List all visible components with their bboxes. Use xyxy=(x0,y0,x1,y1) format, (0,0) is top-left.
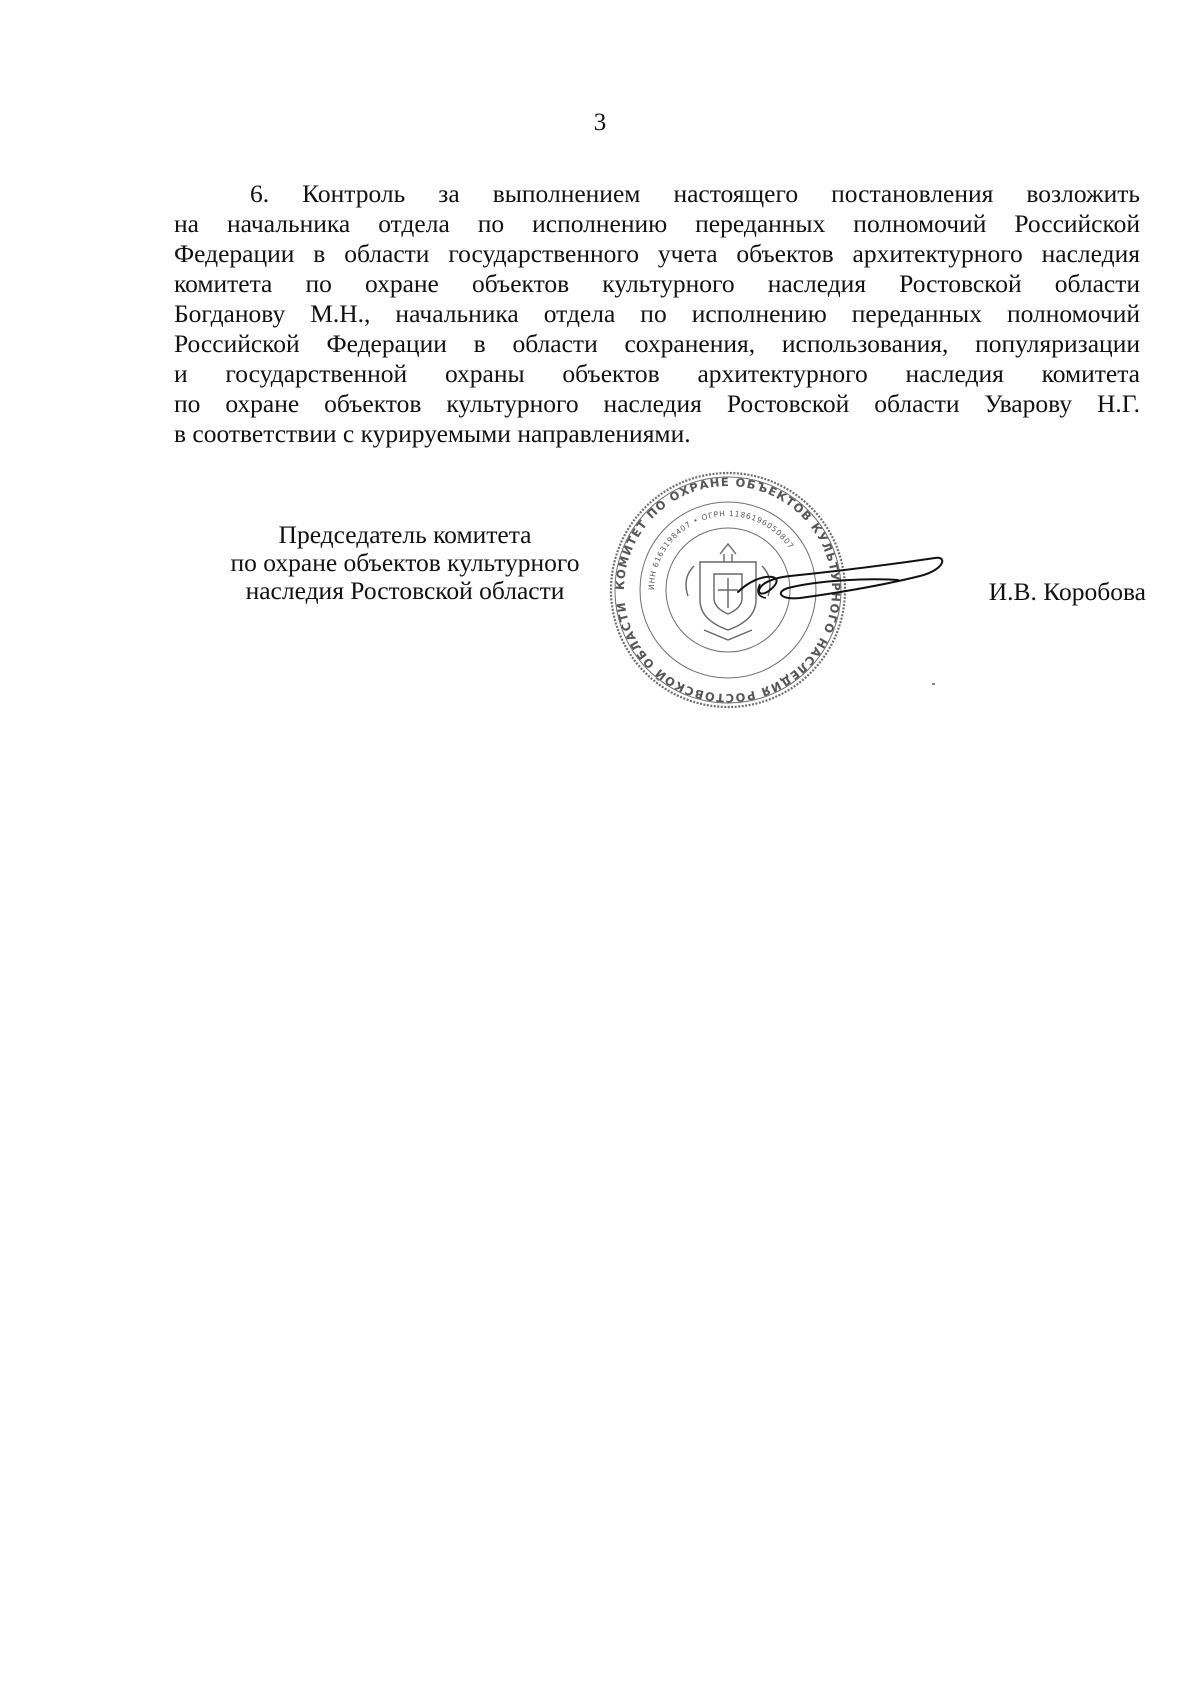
handwritten-signature xyxy=(730,540,950,620)
signatory-title-line: Председатель комитета xyxy=(278,520,532,549)
paragraph-line: в соответствии с курируемыми направлениями. xyxy=(174,419,691,448)
paragraph-line: на начальника отдела по исполнению переданных полномочий Российской xyxy=(174,209,1140,238)
signatory-title-line: наследия Ростовской области xyxy=(245,576,565,605)
page-number: 3 xyxy=(593,109,607,136)
scan-artifact xyxy=(932,683,935,685)
signatory-title-line: по охране объектов культурного xyxy=(230,548,580,577)
paragraph-line: комитета по охране объектов культурного наследия Ростовской области xyxy=(174,269,1140,298)
signatory-title xyxy=(190,521,620,605)
paragraph-line: 6. Контроль за выполнением настоящего постановления возложить xyxy=(250,179,1140,208)
seal-inner-text: ИНН 6163198407 • ОГРН 1186196050807 xyxy=(646,508,796,591)
body-paragraph-item-6 xyxy=(174,179,1140,449)
paragraph-line: Федерации в области государственного учета объектов архитектурного наследия xyxy=(174,239,1140,268)
paragraph-line: Российской Федерации в области сохранения, использования, популяризации xyxy=(174,329,1140,358)
paragraph-line: по охране объектов культурного наследия Ростовской области Уварову Н.Г. xyxy=(174,389,1140,418)
paragraph-line: Богданову М.Н., начальника отдела по исполнению переданных полномочий xyxy=(174,299,1140,328)
paragraph-line: и государственной охраны объектов архитектурного наследия комитета xyxy=(174,359,1140,388)
seal-outer-text: КОМИТЕТ ПО ОХРАНЕ ОБЪЕКТОВ КУЛЬТУРНОГО НАСЛЕДИЯ РОСТОВСКОЙ ОБЛАСТИ xyxy=(612,474,844,706)
signatory-name: И.В. Коробова xyxy=(988,577,1146,606)
